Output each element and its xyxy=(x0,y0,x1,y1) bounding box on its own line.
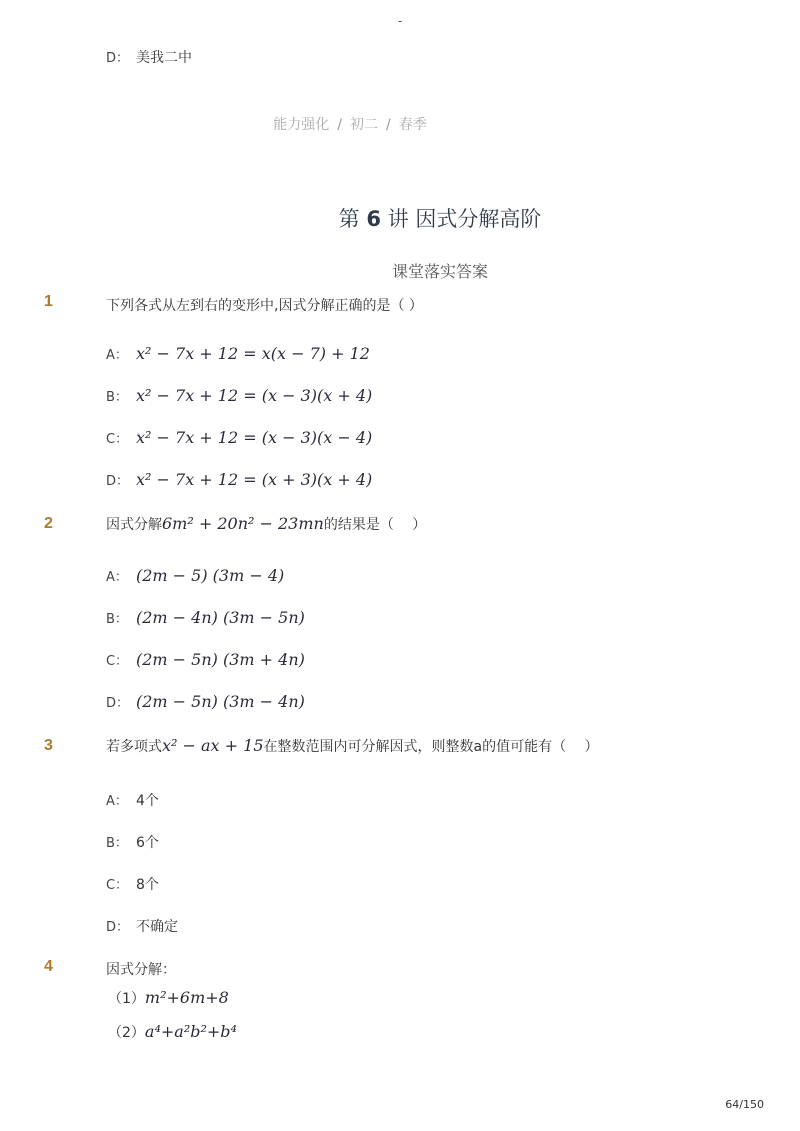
option-c[interactable] xyxy=(106,874,159,894)
question-number: 4 xyxy=(44,958,53,975)
sub-question xyxy=(108,988,229,1008)
option-math: x² − 7x + 12 = (x − 3)(x − 4) xyxy=(136,428,373,447)
option-label: C： xyxy=(106,878,129,893)
option-b[interactable] xyxy=(106,386,372,405)
breadcrumb-item: 春季 xyxy=(398,117,427,133)
option-label: A： xyxy=(106,570,128,585)
question-number: 1 xyxy=(44,293,53,310)
option-label: C： xyxy=(106,432,129,447)
lecture-number: 6 xyxy=(366,207,381,231)
option-label: B： xyxy=(106,390,128,405)
page-title xyxy=(0,203,800,233)
option-c[interactable] xyxy=(106,428,372,447)
page-number: 64/150 xyxy=(725,1098,764,1111)
option-math: (2m − 5n) (3m + 4n) xyxy=(136,650,305,669)
question-text-part: 因式分解 xyxy=(106,517,162,533)
option-text: 8个 xyxy=(136,877,159,893)
option-d[interactable] xyxy=(106,470,372,489)
sub-question-label: （1） xyxy=(108,991,145,1007)
top-mark: - xyxy=(397,14,403,28)
option-a[interactable] xyxy=(106,566,284,585)
option-label: D： xyxy=(106,696,130,711)
option-math: (2m − 5n) (3m − 4n) xyxy=(136,692,305,711)
option-math: (2m − 4n) (3m − 5n) xyxy=(136,608,305,627)
option-text: 美我二中 xyxy=(136,50,192,66)
option-c[interactable] xyxy=(106,650,305,669)
option-label: B： xyxy=(106,612,128,627)
option-text: 不确定 xyxy=(136,919,178,935)
option-label: C： xyxy=(106,654,129,669)
question-text-part: 的结果是（ ） xyxy=(323,517,427,533)
option-a[interactable] xyxy=(106,790,159,810)
option-b[interactable] xyxy=(106,832,159,852)
breadcrumb-separator: / xyxy=(386,117,391,133)
question-math: 6m² + 20n² − 23mn xyxy=(162,514,324,533)
option-text: 6个 xyxy=(136,835,159,851)
option-b[interactable] xyxy=(106,608,305,627)
title-suffix: 讲 因式分解高阶 xyxy=(387,207,542,231)
previous-option-d xyxy=(106,47,192,67)
option-label: D： xyxy=(106,920,130,935)
sub-question-label: （2） xyxy=(108,1025,145,1041)
question-text xyxy=(106,736,599,756)
breadcrumb-item: 能力强化 xyxy=(273,117,330,133)
option-label: D： xyxy=(106,51,130,66)
sub-question xyxy=(108,1022,237,1042)
sub-question-math: m²+6m+8 xyxy=(144,988,229,1007)
option-math: x² − 7x + 12 = x(x − 7) + 12 xyxy=(136,344,370,363)
section-subtitle: 课堂落实答案 xyxy=(391,262,488,281)
question-math: x² − ax + 15 xyxy=(162,736,264,755)
question-number: 3 xyxy=(44,737,53,754)
question-text-part: 若多项式 xyxy=(106,739,162,755)
question-text: 下列各式从左到右的变形中,因式分解正确的是（ ） xyxy=(106,298,423,314)
question-text xyxy=(106,514,426,534)
sub-question-math: a⁴+a²b²+b⁴ xyxy=(144,1022,237,1041)
option-label: B： xyxy=(106,836,128,851)
option-math: x² − 7x + 12 = (x − 3)(x + 4) xyxy=(136,386,373,405)
option-label: A： xyxy=(106,348,128,363)
option-d[interactable] xyxy=(106,916,178,936)
option-d[interactable] xyxy=(106,692,305,711)
breadcrumb-item: 初二 xyxy=(350,117,378,133)
breadcrumb xyxy=(0,114,700,134)
option-text: 4个 xyxy=(136,793,159,809)
title-prefix: 第 xyxy=(338,207,360,231)
question-text: 因式分解： xyxy=(106,962,176,978)
option-a[interactable] xyxy=(106,344,370,363)
option-label: D： xyxy=(106,474,130,489)
question-text-part: 在整数范围内可分解因式，则整数a的值可能有（ ） xyxy=(263,739,599,755)
breadcrumb-separator: / xyxy=(337,117,342,133)
option-label: A： xyxy=(106,794,128,809)
option-math: (2m − 5) (3m − 4) xyxy=(136,566,285,585)
option-math: x² − 7x + 12 = (x + 3)(x + 4) xyxy=(136,470,373,489)
question-number: 2 xyxy=(44,515,53,532)
